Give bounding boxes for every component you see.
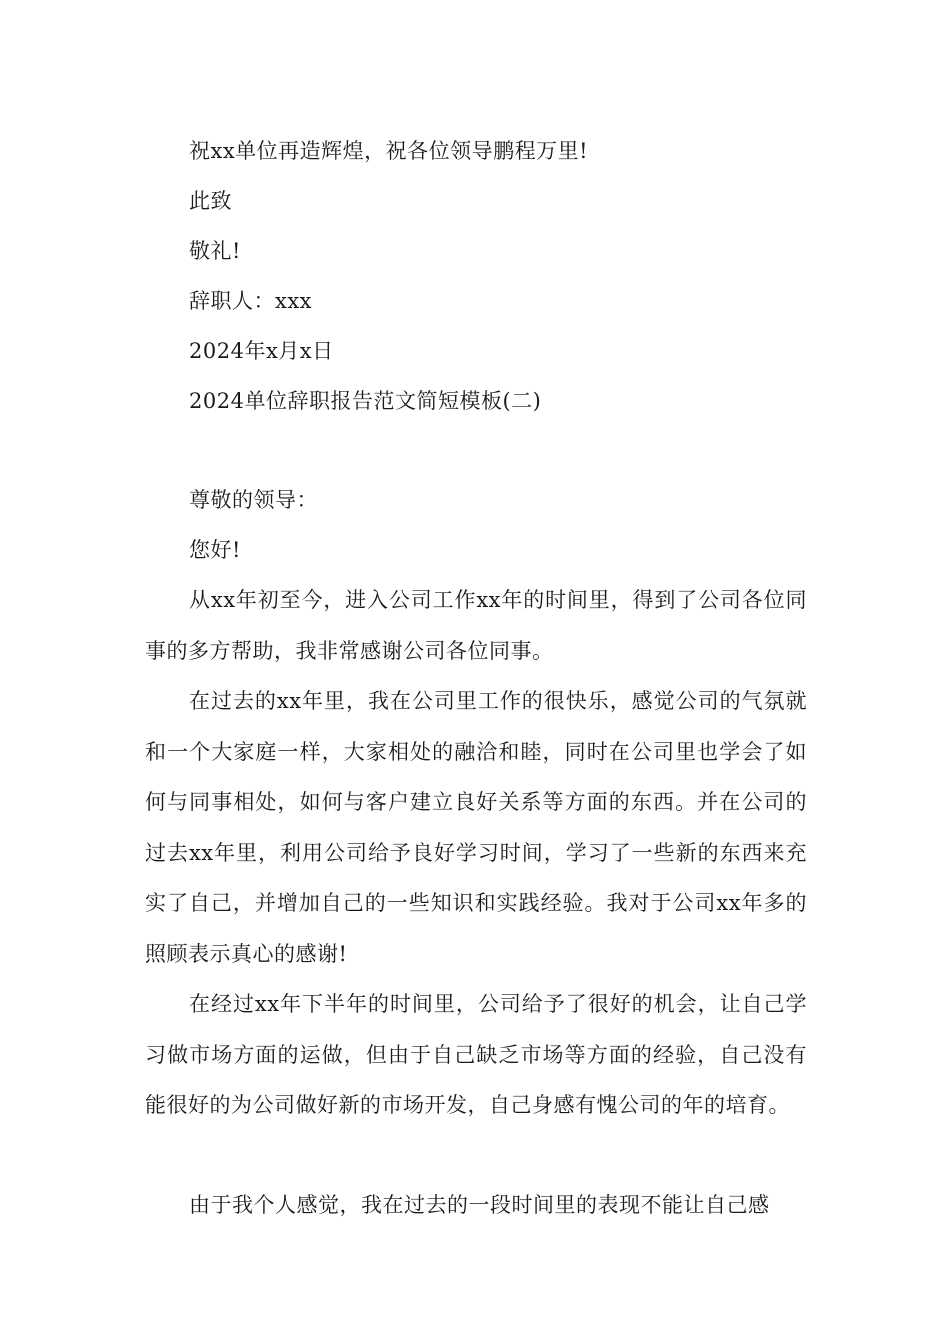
closing-wish: 祝xx单位再造辉煌，祝各位领导鹏程万里! [189, 139, 589, 163]
section-title: 2024单位辞职报告范文简短模板(二) [189, 389, 542, 413]
closing-jingli: 敬礼! [189, 239, 241, 263]
date: 2024年x月x日 [189, 339, 334, 363]
paragraph-1: 从xx年初至今，进入公司工作xx年的时间里，得到了公司各位同事的多方帮助，我非常感谢公司各位同事。 [145, 588, 807, 663]
paragraph-2: 在过去的xx年里，我在公司里工作的很快乐，感觉公司的气氛就和一个大家庭一样，大家相处的融洽和睦，同时在公司里也学会了如何与同事相处，如何与客户建立良好关系等方面的东西。并在公司的过去xx年里，利用公司给予良好学习时间，学习了一些新的东西来充实了自己，并增加自己的一些知识和实践经验。我对于公司xx年多的照顾表示真心的感谢! [145, 689, 807, 966]
paragraph-3: 在经过xx年下半年的时间里，公司给予了很好的机会，让自己学习做市场方面的运做，但由于自己缺乏市场等方面的经验，自己没有能很好的为公司做好新的市场开发，自己身感有愧公司的年的培育。 [145, 992, 807, 1117]
salutation: 尊敬的领导： [189, 488, 318, 512]
closing-cizhi: 此致 [189, 189, 232, 213]
signer: 辞职人：xxx [189, 289, 313, 313]
greeting: 您好! [189, 538, 241, 562]
paragraph-4: 由于我个人感觉，我在过去的一段时间里的表现不能让自己感 [189, 1193, 770, 1217]
